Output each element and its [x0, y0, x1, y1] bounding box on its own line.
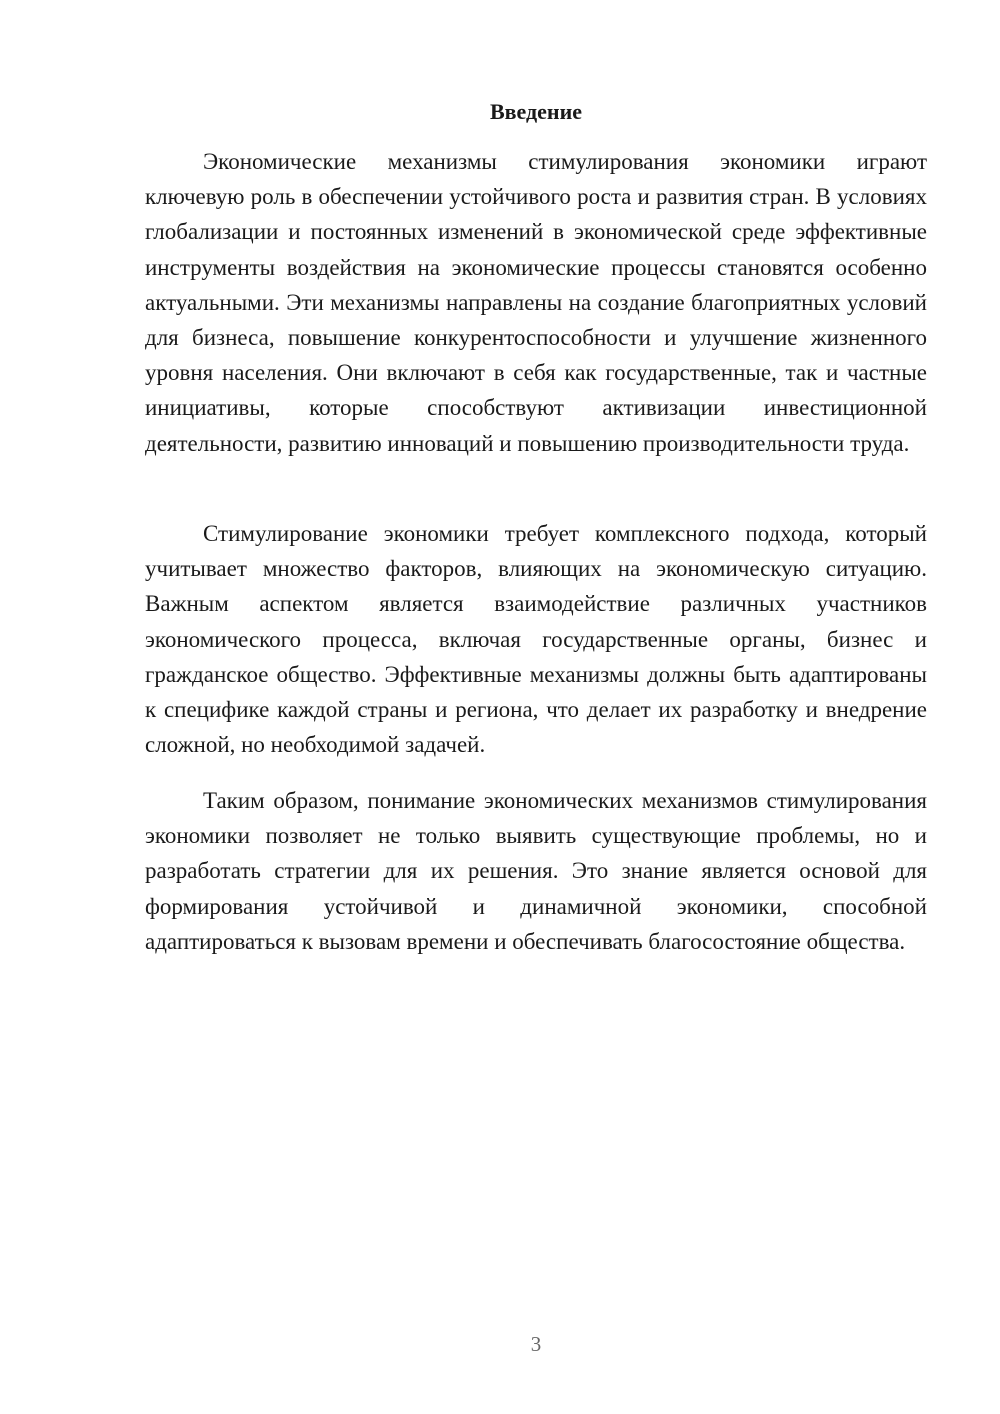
paragraph-1: Экономические механизмы стимулирования экономики играют ключевую роль в обеспечении устойчивого роста и развития стран. В условиях глобализации и постоянных изменений в экономической среде эффективные инструменты воздействия на экономические процессы становятся особенно актуальными. Эти механизмы направлены на создание благоприятных условий для бизнеса, повышение конкурентоспособности и улучшение жизненного уровня населения. Они включают в себя как государственные, так и частные инициативы, которые способствуют активизации инвестиционной деятельности, развитию инноваций и повышению производительности труда. [145, 149, 927, 456]
section-title: Введение [489, 99, 583, 124]
paragraph-2: Стимулирование экономики требует комплексного подхода, который учитывает множество факторов, влияющих на экономическую ситуацию. Важным аспектом является взаимодействие различных участников экономического процесса, включая государственные органы, бизнес и гражданское общество. Эффективные механизмы должны быть адаптированы к специфике каждой страны и региона, что делает их разработку и внедрение сложной, но необходимой задачей. [145, 521, 927, 758]
page-number: 3 [530, 1332, 542, 1356]
paragraph-3: Таким образом, понимание экономических механизмов стимулирования экономики позволяет не только выявить существующие проблемы, но и разработать стратегии для их решения. Это знание является основой для формирования устойчивой и динамичной экономики, способной адаптироваться к вызовам времени и обеспечивать благосостояние общества. [145, 788, 927, 954]
